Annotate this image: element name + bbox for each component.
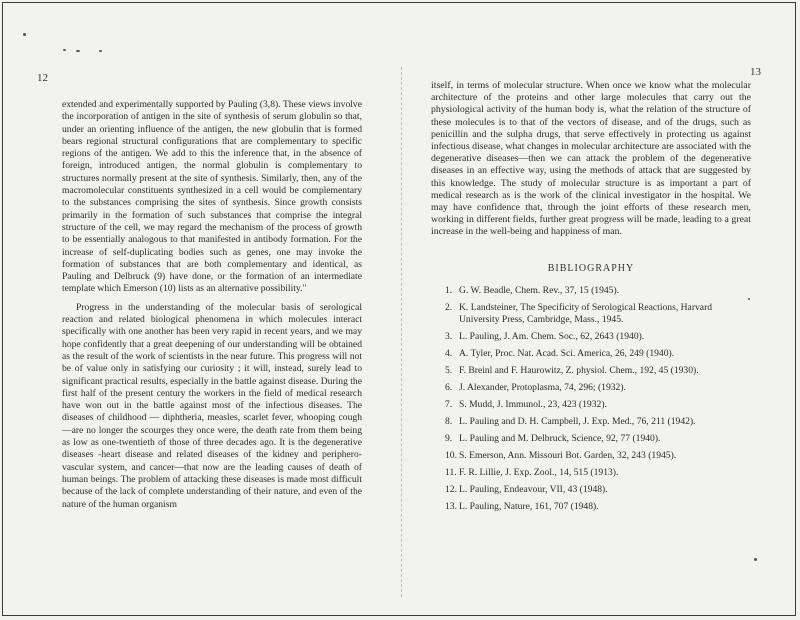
right-page-body: [431, 80, 751, 518]
entry-number: 10.: [445, 449, 457, 461]
entry-text: L. Pauling and D. H. Campbell, J. Exp. Med., 76, 211 (1942).: [459, 415, 696, 427]
bibliography-list: [431, 285, 751, 513]
document-sheet: [2, 2, 796, 616]
entry-text: F. Breinl and F. Haurowitz, Z. physiol. Chem., 192, 45 (1930).: [459, 364, 699, 376]
entry-text: J. Alexander, Protoplasma, 74, 296; (1932).: [459, 381, 626, 393]
entry-text: S. Emerson, Ann. Missouri Bot. Garden, 32, 243 (1945).: [459, 449, 677, 461]
entry-text: K. Landsteiner, The Specificity of Serological Reactions, Harvard University Press, Cambridge, Mass., 1945.: [459, 301, 713, 325]
page-fold-divider: [401, 67, 402, 597]
bibliography-entry: [431, 348, 751, 360]
entry-text: L. Pauling, Endeavour, VII, 43 (1948).: [459, 483, 608, 495]
entry-number: 1.: [445, 284, 453, 296]
bibliography-entry: [431, 382, 751, 394]
entry-number: 8.: [445, 415, 453, 427]
scan-speck: [754, 558, 757, 561]
entry-text: G. W. Beadle, Chem. Rev., 37, 15 (1945).: [459, 284, 620, 296]
bibliography-entry: [431, 399, 751, 411]
bibliography-entry: [431, 302, 751, 326]
entry-number: 2.: [445, 301, 453, 313]
scan-speck: [76, 50, 80, 52]
body-paragraph: extended and experimentally supported by Pauling (3,8). These views involve the incorporation of antigen in the site of synthesis of serum globulin so that, under an orienting influence of the antigen, the new globulin that is formed bears regional structural configurations that are complementary to specific regions of the antigen. We add to this the inference that, in the absence of foreign, introduced antigen, the normal globulin is complementary to structures normally present at the site of synthesis. Similarly, then, any of the macromolecular constituents synthesized in a cell would be complementary to the substances comprising the sites of synthesis. Since growth consists primarily in the formation of such substances that comprise the integral structure of the cell, we may regard the mechanism of the process of growth to be essentially analogous to that manifested in antibody formation. For the increase of self-duplicating bodies such as genes, one may invoke the formation of substances that are both complementary and identical, as Pauling and Delbruck (9) have done, or the formation of an intermediate template which Emerson (10) lists as an alternative possibility.": [62, 99, 362, 295]
bibliography-entry: [431, 285, 751, 297]
left-page-body: [62, 99, 362, 517]
entry-text: L. Pauling, J. Am. Chem. Soc., 62, 2643 (1940).: [459, 330, 645, 342]
entry-number: 6.: [445, 381, 453, 393]
body-paragraph: itself, in terms of molecular structure. When once we know what the molecular architecture of the proteins and other large molecules that carry out the physiological activity of the human body is, what the relation of the structure of these molecules is to that of the vectors of disease, and of the drugs, such as penicillin and the sulpha drugs, that serve effectively in protecting us against infectious disease, what changes in molecular architecture are associated with the degenerative diseases—then we can attack the problem of the degenerative diseases in an effective way, using the methods of attack that are suggested by this knowledge. The study of molecular structure is as important a part of medical research as is the work of the clinical investigator in the hospital. We may have confidence that, through the joint efforts of these research men, working in different fields, further great progress will be made, leading to a great increase in the well-being and happiness of man.: [431, 80, 751, 238]
entry-text: F. R. Lillie, J. Exp. Zool., 14, 515 (1913).: [459, 466, 619, 478]
entry-number: 7.: [445, 398, 453, 410]
page-number-left: 12: [37, 72, 48, 84]
body-paragraph: Progress in the understanding of the molecular basis of serological reaction and related biological phenomena in which molecules interact specifically with one another has been very rapid in recent years, and we may hope confidently that a great deepening of our understanding will be obtained as the result of the work of scientists in the near future. This progress will not be of value only in satisfying our curiosity ; it will, instead, surely lead to significant practical results, especially in the battle against disease. During the first half of the present century the workers in the field of medical research have won out in the battle against most of the infectious diseases. The diseases of childhood — diphtheria, measles, scarlet fever, whooping cough—are no longer the scourges they once were, the death rate from them being as low as one-twentieth of those of three decades ago. It is the degenerative diseases -heart disease and related diseases of the kidney and periphero-vascular system, and cancer—that now are the leading causes of death of human beings. The problem of attacking these diseases is made most difficult because of the lack of complete understanding of their nature, and even of the nature of the human organism: [62, 301, 362, 510]
bibliography-entry: [431, 450, 751, 462]
scan-speck: [748, 298, 750, 300]
scan-speck: [63, 49, 66, 51]
page-number-right: 13: [750, 66, 761, 78]
entry-text: L. Pauling, Nature, 161, 707 (1948).: [459, 500, 599, 512]
bibliography-entry: [431, 416, 751, 428]
bibliography-entry: [431, 467, 751, 479]
bibliography-entry: [431, 501, 751, 513]
scan-speck: [23, 33, 26, 36]
entry-text: L. Pauling and M. Delbruck, Science, 92, 77 (1940).: [459, 432, 661, 444]
entry-number: 9.: [445, 432, 453, 444]
entry-number: 5.: [445, 364, 453, 376]
entry-number: 12.: [445, 483, 457, 495]
entry-number: 13.: [445, 500, 457, 512]
entry-text: A. Tyler, Proc. Nat. Acad. Sci. America, 26, 249 (1940).: [459, 347, 675, 359]
entry-number: 4.: [445, 347, 453, 359]
scan-speck: [99, 50, 102, 52]
bibliography-heading: BIBLIOGRAPHY: [547, 262, 635, 274]
bibliography-entry: [431, 433, 751, 445]
entry-number: 11.: [445, 466, 457, 478]
entry-text: S. Mudd, J. Immunol., 23, 423 (1932).: [459, 398, 607, 410]
bibliography-entry: [431, 484, 751, 496]
entry-number: 3.: [445, 330, 453, 342]
bibliography-entry: [431, 331, 751, 343]
bibliography-entry: [431, 365, 751, 377]
